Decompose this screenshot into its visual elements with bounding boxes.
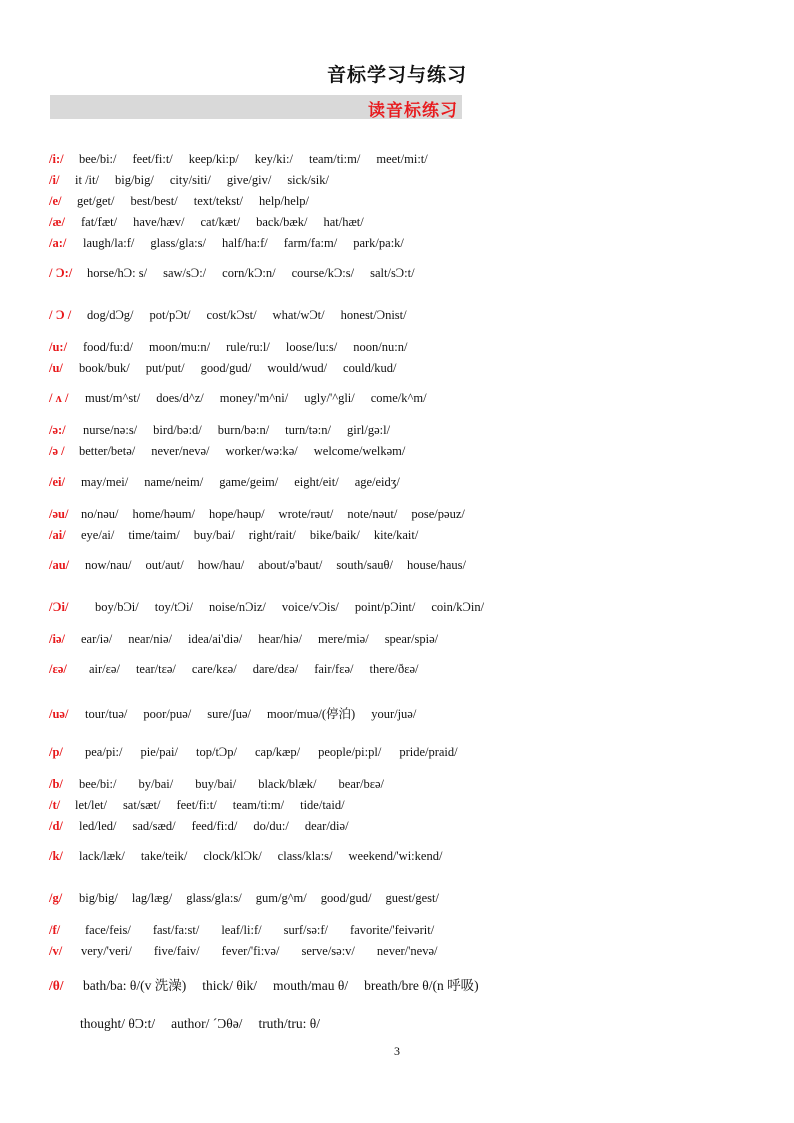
phonetic-row bbox=[49, 819, 365, 834]
example-word: best/best/ bbox=[130, 194, 178, 208]
phonetic-symbol: /v/ bbox=[49, 944, 63, 958]
example-word: loose/lu:s/ bbox=[285, 340, 338, 354]
example-word: pose/pəuz/ bbox=[411, 507, 465, 521]
example-word: have/hæv/ bbox=[133, 215, 185, 229]
example-word: get/get/ bbox=[77, 194, 115, 208]
example-word: time/taim/ bbox=[128, 528, 180, 542]
example-word: key/ki:/ bbox=[254, 152, 293, 166]
phonetic-symbol: /u:/ bbox=[49, 340, 68, 354]
phonetic-row bbox=[49, 849, 458, 864]
phonetic-row bbox=[49, 891, 453, 906]
example-word: lack/læk/ bbox=[79, 849, 125, 863]
phonetic-row bbox=[49, 215, 380, 230]
example-word: guest/gest/ bbox=[385, 891, 439, 905]
example-word: wrote/rəut/ bbox=[278, 507, 334, 521]
example-word: about/ə'baut/ bbox=[258, 558, 323, 572]
phonetic-symbol: /a:/ bbox=[49, 236, 67, 250]
example-word: eight/eit/ bbox=[294, 475, 339, 489]
example-word: dog/dƆg/ bbox=[87, 308, 134, 322]
example-word: half/ha:f/ bbox=[221, 236, 268, 250]
example-word: people/pi:pl/ bbox=[318, 745, 382, 759]
phonetic-symbol: /k/ bbox=[49, 849, 63, 863]
phonetic-row bbox=[49, 777, 406, 792]
phonetic-row bbox=[49, 923, 456, 938]
example-word: fast/fa:st/ bbox=[152, 923, 200, 937]
example-word: favorite/'feivərit/ bbox=[350, 923, 435, 937]
example-word: tear/tεə/ bbox=[135, 662, 176, 676]
phonetic-symbol: /g/ bbox=[49, 891, 63, 905]
example-word: cat/kæt/ bbox=[200, 215, 241, 229]
phonetic-symbol: /ə:/ bbox=[49, 423, 66, 437]
example-word: serve/sə:v/ bbox=[301, 944, 355, 958]
example-word: never/nevə/ bbox=[151, 444, 210, 458]
example-word: must/m^st/ bbox=[85, 391, 141, 405]
example-word: money/'m^ni/ bbox=[219, 391, 289, 405]
example-word: toy/tƆi/ bbox=[154, 600, 193, 614]
phonetic-row bbox=[49, 423, 406, 438]
phonetic-symbol: /u/ bbox=[49, 361, 63, 375]
example-word: boy/bƆi/ bbox=[95, 600, 139, 614]
phonetic-row bbox=[49, 340, 423, 355]
phonetic-symbol: / Ɔ / bbox=[49, 308, 72, 322]
example-word: bike/baik/ bbox=[309, 528, 360, 542]
example-word: noon/nu:n/ bbox=[353, 340, 408, 354]
example-word: by/bai/ bbox=[138, 777, 174, 791]
phonetic-symbol: /au/ bbox=[49, 558, 70, 572]
example-word: feet/fi:t/ bbox=[176, 798, 217, 812]
example-word: five/faiv/ bbox=[153, 944, 200, 958]
example-word: salt/sƆ:t/ bbox=[370, 266, 415, 280]
example-word: sure/ʃuə/ bbox=[207, 707, 252, 721]
example-word: feed/fi:d/ bbox=[191, 819, 238, 833]
phonetic-symbol: /ei/ bbox=[49, 475, 65, 489]
example-word: care/kεə/ bbox=[191, 662, 237, 676]
example-word: mere/miə/ bbox=[318, 632, 369, 646]
phonetic-row bbox=[49, 558, 480, 573]
phonetic-row bbox=[49, 944, 459, 959]
example-word: gum/g^m/ bbox=[255, 891, 307, 905]
example-word: pride/praid/ bbox=[399, 745, 458, 759]
example-word: black/blæk/ bbox=[258, 777, 317, 791]
phonetic-row bbox=[49, 600, 500, 615]
phonetic-row bbox=[49, 391, 443, 406]
example-word: let/let/ bbox=[75, 798, 107, 812]
example-word: horse/hƆ: s/ bbox=[87, 266, 148, 280]
example-word: leaf/li:f/ bbox=[221, 923, 262, 937]
example-word: it /it/ bbox=[75, 173, 99, 187]
phonetic-symbol: /iə/ bbox=[49, 632, 65, 646]
example-word: hope/həup/ bbox=[209, 507, 265, 521]
phonetic-row bbox=[49, 361, 413, 376]
phonetic-symbol: /e/ bbox=[49, 194, 62, 208]
example-word: spear/spiə/ bbox=[384, 632, 439, 646]
example-word: come/k^m/ bbox=[370, 391, 427, 405]
example-word: give/giv/ bbox=[226, 173, 272, 187]
phonetic-symbol: /æ/ bbox=[49, 215, 65, 229]
example-word: do/du:/ bbox=[253, 819, 289, 833]
phonetic-symbol: /əu/ bbox=[49, 507, 69, 521]
example-word: fair/fεə/ bbox=[314, 662, 354, 676]
example-word: good/gud/ bbox=[200, 361, 252, 375]
phonetic-symbol: /Ɔi/ bbox=[49, 600, 69, 614]
phonetic-row bbox=[49, 475, 416, 490]
example-word: welcome/welkəm/ bbox=[313, 444, 406, 458]
example-word: hat/hæt/ bbox=[323, 215, 364, 229]
phonetic-symbol: /t/ bbox=[49, 798, 61, 812]
example-word: pea/pi:/ bbox=[85, 745, 123, 759]
example-word: nurse/nə:s/ bbox=[83, 423, 138, 437]
example-word: good/gud/ bbox=[320, 891, 372, 905]
example-word: city/siti/ bbox=[169, 173, 211, 187]
example-word: top/tƆp/ bbox=[196, 745, 237, 759]
page-number: 3 bbox=[394, 1044, 400, 1058]
example-word: cap/kæp/ bbox=[254, 745, 301, 759]
example-word: course/kƆ:s/ bbox=[291, 266, 355, 280]
example-word: tour/tuə/ bbox=[85, 707, 128, 721]
example-word: voice/vƆis/ bbox=[281, 600, 339, 614]
phonetic-symbol: /i:/ bbox=[49, 152, 64, 166]
example-word: tide/taid/ bbox=[300, 798, 345, 812]
example-word: keep/ki:p/ bbox=[188, 152, 239, 166]
example-word: game/geim/ bbox=[219, 475, 279, 489]
phonetic-row bbox=[49, 194, 325, 209]
phonetic-symbol: /εə/ bbox=[49, 662, 67, 676]
example-word: point/pƆint/ bbox=[354, 600, 416, 614]
example-word: team/ti:m/ bbox=[232, 798, 285, 812]
phonetic-symbol: /d/ bbox=[49, 819, 63, 833]
phonetic-symbol: /uə/ bbox=[49, 707, 69, 721]
example-word: near/niə/ bbox=[128, 632, 172, 646]
example-word: big/big/ bbox=[79, 891, 118, 905]
example-word: buy/bai/ bbox=[193, 528, 235, 542]
example-word: ear/iə/ bbox=[81, 632, 113, 646]
example-word: there/ðεə/ bbox=[369, 662, 419, 676]
example-word: never/'nevə/ bbox=[376, 944, 438, 958]
phonetic-row bbox=[49, 745, 476, 760]
example-word: dare/dεə/ bbox=[252, 662, 299, 676]
example-word: worker/wə:kə/ bbox=[225, 444, 298, 458]
example-word: sick/sik/ bbox=[287, 173, 329, 187]
phonetic-symbol: / Ɔ:/ bbox=[49, 266, 73, 280]
example-word: book/buk/ bbox=[79, 361, 130, 375]
example-word: take/teik/ bbox=[140, 849, 188, 863]
phonetic-row bbox=[49, 308, 423, 323]
phonetic-row bbox=[49, 444, 421, 459]
phonetic-row bbox=[49, 662, 434, 677]
example-word: park/pa:k/ bbox=[353, 236, 404, 250]
example-word: feet/fi:t/ bbox=[132, 152, 173, 166]
example-word: class/kla:s/ bbox=[277, 849, 333, 863]
phonetic-row bbox=[49, 266, 431, 281]
example-word: noise/nƆiz/ bbox=[208, 600, 266, 614]
example-word: air/εə/ bbox=[89, 662, 120, 676]
example-word: south/sauθ/ bbox=[336, 558, 393, 572]
example-word: ugly/'^gli/ bbox=[304, 391, 355, 405]
example-word: rule/ru:l/ bbox=[226, 340, 270, 354]
example-word: how/hau/ bbox=[197, 558, 245, 572]
example-word: right/rait/ bbox=[248, 528, 296, 542]
example-word: face/feis/ bbox=[85, 923, 131, 937]
example-word: glass/gla:s/ bbox=[186, 891, 242, 905]
phonetic-symbol: / ʌ / bbox=[49, 391, 69, 405]
phonetic-row bbox=[49, 528, 432, 543]
phonetic-symbol: /b/ bbox=[49, 777, 63, 791]
example-word: bath/ba: θ/(v 洗澡) bbox=[83, 978, 187, 993]
example-word: meet/mi:t/ bbox=[376, 152, 428, 166]
section-banner bbox=[50, 95, 462, 119]
example-word: very/'veri/ bbox=[81, 944, 132, 958]
phonetic-row bbox=[49, 704, 432, 722]
example-word: author/ ˊƆθə/ bbox=[171, 1016, 243, 1031]
example-word: led/led/ bbox=[79, 819, 117, 833]
example-word: bee/bi:/ bbox=[79, 152, 117, 166]
example-word: weekend/'wi:kend/ bbox=[348, 849, 443, 863]
example-word: glass/gla:s/ bbox=[150, 236, 206, 250]
example-word: text/tekst/ bbox=[193, 194, 244, 208]
example-word: fat/fæt/ bbox=[81, 215, 118, 229]
example-word: girl/gə:l/ bbox=[347, 423, 391, 437]
page-title: 音标学习与练习 bbox=[326, 65, 467, 86]
phonetic-row bbox=[49, 974, 495, 994]
example-word: truth/tru: θ/ bbox=[258, 1016, 321, 1031]
example-word: bird/bə:d/ bbox=[153, 423, 202, 437]
example-word: idea/ai'diə/ bbox=[187, 632, 243, 646]
example-word: turn/tə:n/ bbox=[285, 423, 331, 437]
example-word: age/eidʒ/ bbox=[354, 475, 400, 489]
example-word: thick/ θik/ bbox=[202, 978, 258, 993]
example-word: poor/puə/ bbox=[143, 707, 192, 721]
phonetic-row bbox=[49, 152, 444, 167]
example-word: would/wud/ bbox=[267, 361, 328, 375]
example-word: what/wƆt/ bbox=[272, 308, 325, 322]
example-word: note/nəut/ bbox=[347, 507, 398, 521]
example-word: bear/bεə/ bbox=[338, 777, 385, 791]
example-word: buy/bai/ bbox=[195, 777, 237, 791]
example-word: saw/sƆ:/ bbox=[163, 266, 207, 280]
phonetic-symbol: /p/ bbox=[49, 745, 63, 759]
example-word: farm/fa:m/ bbox=[283, 236, 338, 250]
section-heading: 读音标练习 bbox=[368, 101, 458, 120]
example-word: back/bæk/ bbox=[256, 215, 308, 229]
phonetic-row bbox=[49, 236, 420, 251]
example-word: thought/ θƆ:t/ bbox=[80, 1016, 156, 1031]
example-word: honest/Ɔnist/ bbox=[340, 308, 407, 322]
example-word: put/put/ bbox=[145, 361, 185, 375]
example-word: bee/bi:/ bbox=[79, 777, 117, 791]
example-word: kite/kait/ bbox=[373, 528, 419, 542]
phonetic-symbol: /ə / bbox=[49, 444, 65, 458]
example-word: dear/diə/ bbox=[304, 819, 349, 833]
example-word: corn/kƆ:n/ bbox=[222, 266, 276, 280]
example-word: food/fu:d/ bbox=[83, 340, 133, 354]
example-word: clock/klƆk/ bbox=[203, 849, 262, 863]
example-word: sad/sæd/ bbox=[132, 819, 176, 833]
example-word: team/ti:m/ bbox=[308, 152, 361, 166]
example-word: out/aut/ bbox=[145, 558, 184, 572]
example-word: could/kud/ bbox=[343, 361, 397, 375]
example-word: no/nəu/ bbox=[81, 507, 119, 521]
example-word: burn/bə:n/ bbox=[217, 423, 270, 437]
phonetic-symbol: /θ/ bbox=[49, 978, 64, 993]
example-word: home/həum/ bbox=[132, 507, 195, 521]
example-word: moor/muə/(停泊) bbox=[267, 707, 356, 721]
example-word: better/betə/ bbox=[79, 444, 136, 458]
example-word: fever/'fi:və/ bbox=[221, 944, 280, 958]
phonetic-row bbox=[49, 798, 361, 813]
phonetic-row bbox=[80, 1016, 336, 1032]
example-word: pot/pƆt/ bbox=[149, 308, 191, 322]
phonetic-symbol: /ai/ bbox=[49, 528, 66, 542]
example-word: coin/kƆin/ bbox=[431, 600, 485, 614]
example-word: breath/bre θ/(n 呼吸) bbox=[364, 978, 479, 993]
example-word: lag/læg/ bbox=[131, 891, 173, 905]
example-word: house/haus/ bbox=[407, 558, 467, 572]
example-word: does/d^z/ bbox=[156, 391, 204, 405]
example-word: hear/hiə/ bbox=[258, 632, 303, 646]
example-word: laugh/la:f/ bbox=[83, 236, 135, 250]
example-word: sat/sæt/ bbox=[122, 798, 161, 812]
example-word: your/juə/ bbox=[371, 707, 417, 721]
phonetic-row bbox=[49, 173, 345, 188]
phonetic-symbol: /i/ bbox=[49, 173, 60, 187]
example-word: pie/pai/ bbox=[140, 745, 178, 759]
example-word: now/nau/ bbox=[85, 558, 132, 572]
example-word: big/big/ bbox=[114, 173, 154, 187]
phonetic-symbol: /f/ bbox=[49, 923, 61, 937]
phonetic-row bbox=[49, 507, 479, 522]
example-word: help/help/ bbox=[259, 194, 310, 208]
example-word: name/neim/ bbox=[144, 475, 204, 489]
example-word: eye/ai/ bbox=[81, 528, 115, 542]
example-word: cost/kƆst/ bbox=[206, 308, 257, 322]
phonetic-row bbox=[49, 632, 454, 647]
example-word: surf/sə:f/ bbox=[283, 923, 329, 937]
example-word: mouth/mau θ/ bbox=[273, 978, 349, 993]
example-word: moon/mu:n/ bbox=[149, 340, 211, 354]
example-word: may/mei/ bbox=[81, 475, 129, 489]
